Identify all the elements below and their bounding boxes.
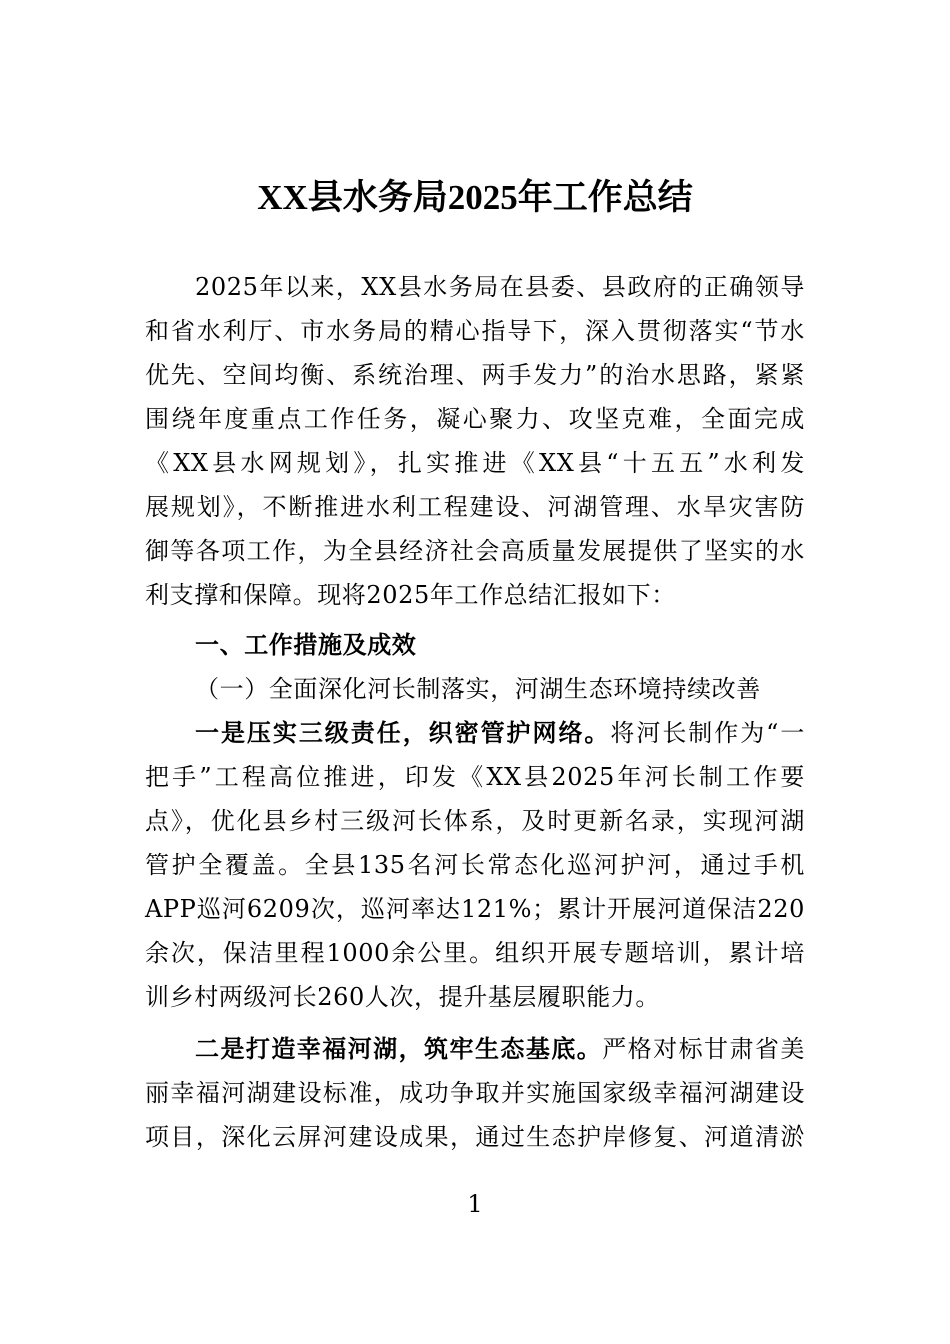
text-line — [195, 1034, 805, 1064]
text-line: 《XX县水网规划》，扎实推进《XX县“十五五”水利发 — [145, 449, 805, 477]
bold-lead: 二是打造幸福河湖，筑牢生态基底。 — [195, 1034, 603, 1063]
text-line: 和省水利厅、市水务局的精心指导下，深入贯彻落实“节水 — [145, 317, 805, 345]
text-run: 将河长制作为“一 — [610, 719, 805, 747]
text-line: 管护全覆盖。全县135名河长常态化巡河护河，通过手机 — [145, 851, 805, 879]
text-line: 御等各项工作，为全县经济社会高质量发展提供了坚实的水 — [145, 537, 805, 565]
text-line: 展规划》，不断推进水利工程建设、河湖管理、水旱灾害防 — [145, 493, 805, 521]
text-line: 优先、空间均衡、系统治理、两手发力”的治水思路，紧紧 — [145, 361, 805, 389]
document-title: XX县水务局2025年工作总结 — [257, 178, 693, 217]
bold-lead: 一是压实三级责任，织密管护网络。 — [195, 718, 611, 747]
text-line — [195, 718, 805, 748]
text-line: 围绕年度重点工作任务，凝心聚力、攻坚克难，全面完成 — [145, 405, 805, 433]
text-line: 点》，优化县乡村三级河长体系，及时更新名录，实现河湖 — [145, 807, 805, 835]
text-line: 训乡村两级河长260人次，提升基层履职能力。 — [145, 983, 661, 1011]
page-number: 1 — [467, 1190, 483, 1218]
text-line: 利支撑和保障。现将2025年工作总结汇报如下： — [145, 581, 676, 609]
text-line: 项目，深化云屏河建设成果，通过生态护岸修复、河道清淤 — [145, 1123, 805, 1151]
section-heading: 一、工作措施及成效 — [195, 631, 417, 659]
text-line: 余次，保洁里程1000余公里。组织开展专题培训，累计培 — [145, 939, 805, 967]
text-line: 丽幸福河湖建设标准，成功争取并实施国家级幸福河湖建设 — [145, 1079, 805, 1107]
text-line: 2025年以来，XX县水务局在县委、县政府的正确领导 — [195, 273, 805, 301]
text-run: 严格对标甘肃省美 — [602, 1035, 805, 1063]
text-line: APP巡河6209次，巡河率达121%；累计开展河道保洁220 — [145, 895, 805, 923]
subsection-heading: （一）全面深化河长制落实，河湖生态环境持续改善 — [195, 675, 761, 703]
text-line: 把手”工程高位推进，印发《XX县2025年河长制工作要 — [145, 763, 805, 791]
